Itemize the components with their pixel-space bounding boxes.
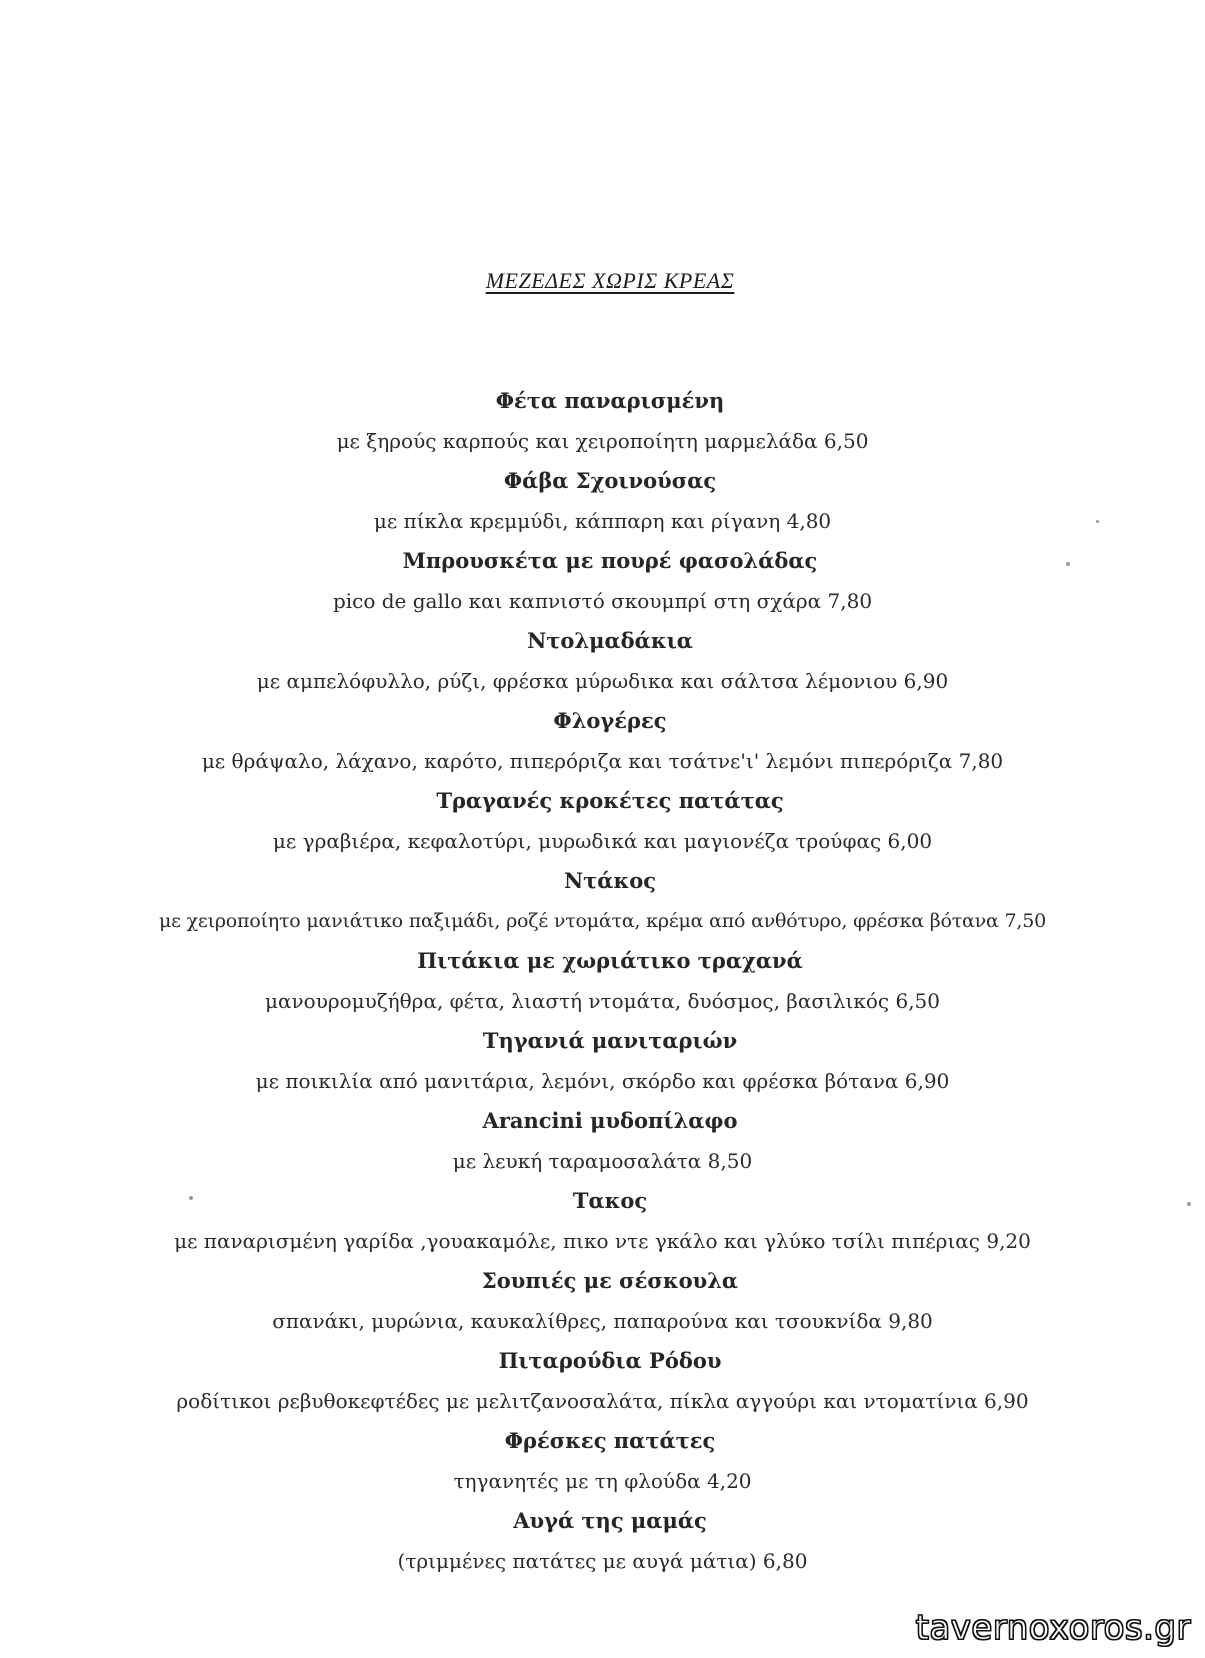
site-watermark: tavernoxoros.gr <box>910 1606 1197 1650</box>
menu-list <box>0 381 1205 1581</box>
item-description: με χειροποίητο μανιάτικο παξιμάδι, ροζέ ντομάτα, κρέμα από ανθότυρο, φρέσκα βότανα 7,50 <box>158 910 1047 932</box>
item-name: Φέτα παναρισμένη <box>495 388 725 413</box>
scan-speck <box>189 1196 193 1200</box>
item-description: με ξηρούς καρπούς και χειροποίητη μαρμελάδα 6,50 <box>336 429 869 453</box>
item-name: Μπρουσκέτα με πουρέ φασολάδας <box>402 548 818 573</box>
scan-speck <box>1096 520 1099 523</box>
item-name: Πιτάκια με χωριάτικο τραχανά <box>417 948 803 973</box>
menu-item <box>0 1261 1205 1341</box>
scan-speck <box>1187 1202 1191 1206</box>
item-name: Ντάκος <box>563 868 657 893</box>
item-description: τηγανητές με τη φλούδα 4,20 <box>453 1469 752 1493</box>
item-description: με γραβιέρα, κεφαλοτύρι, μυρωδικά και μαγιονέζα τρούφας 6,00 <box>272 829 933 853</box>
item-description: ροδίτικοι ρεβυθοκεφτέδες με μελιτζανοσαλάτα, πίκλα αγγούρι και ντοματίνια 6,90 <box>176 1389 1029 1413</box>
menu-item <box>0 461 1205 541</box>
item-name: Αυγά της μαμάς <box>513 1508 707 1533</box>
menu-item <box>0 701 1205 781</box>
menu-item <box>0 621 1205 701</box>
item-description: με ποικιλία από μανιτάρια, λεμόνι, σκόρδο και φρέσκα βότανα 6,90 <box>255 1069 950 1093</box>
item-description: με θράψαλο, λάχανο, καρότο, πιπερόριζα και τσάτνε'ι' λεμόνι πιπερόριζα 7,80 <box>201 749 1004 773</box>
item-name: Σουπιές με σέσκουλα <box>481 1268 739 1293</box>
item-name: Τηγανιά μανιταριών <box>482 1028 738 1053</box>
item-name: Τραγανές κροκέτες πατάτας <box>436 788 784 813</box>
menu-item <box>0 1021 1205 1101</box>
item-name: Φάβα Σχοινούσας <box>503 468 717 493</box>
item-name: Πιταρούδια Ρόδου <box>498 1348 722 1373</box>
item-description: pico de gallo και καπνιστό σκουμπρί στη σχάρα 7,80 <box>332 589 873 613</box>
item-name: Φλογέρες <box>553 708 667 733</box>
menu-item <box>0 1341 1205 1421</box>
menu-item <box>0 1181 1205 1261</box>
menu-item <box>0 381 1205 461</box>
menu-item <box>0 1421 1205 1501</box>
scan-speck <box>1066 562 1070 566</box>
item-name: Arancini μυδοπίλαφο <box>482 1108 738 1133</box>
menu-title: ΜΕΖΕΔΕΣ ΧΩΡΙΣ ΚΡΕΑΣ <box>485 268 735 293</box>
item-description: με πίκλα κρεμμύδι, κάππαρη και ρίγανη 4,80 <box>373 509 832 533</box>
menu-item <box>0 781 1205 861</box>
item-description: σπανάκι, μυρώνια, καυκαλίθρες, παπαρούνα και τσουκνίδα 9,80 <box>272 1309 933 1333</box>
item-description: με παναρισμένη γαρίδα ,γουακαμόλε, πικο ντε γκάλο και γλύκο τσίλι πιπέριας 9,20 <box>174 1229 1031 1253</box>
menu-item <box>0 1101 1205 1181</box>
menu-item <box>0 541 1205 621</box>
item-description: με αμπελόφυλλο, ρύζι, φρέσκα μύρωδικα και σάλτσα λέμονιου 6,90 <box>256 669 949 693</box>
menu-item <box>0 861 1205 941</box>
item-name: Ντολμαδάκια <box>527 628 693 653</box>
item-name: Τακος <box>572 1188 648 1213</box>
menu-item <box>0 941 1205 1021</box>
item-description: με λευκή ταραμοσαλάτα 8,50 <box>452 1149 753 1173</box>
menu-item <box>0 1501 1205 1581</box>
item-description: μανουρομυζήθρα, φέτα, λιαστή ντομάτα, δυόσμος, βασιλικός 6,50 <box>265 989 940 1013</box>
item-name: Φρέσκες πατάτες <box>504 1428 716 1453</box>
item-description: (τριμμένες πατάτες με αυγά μάτια) 6,80 <box>397 1549 808 1573</box>
